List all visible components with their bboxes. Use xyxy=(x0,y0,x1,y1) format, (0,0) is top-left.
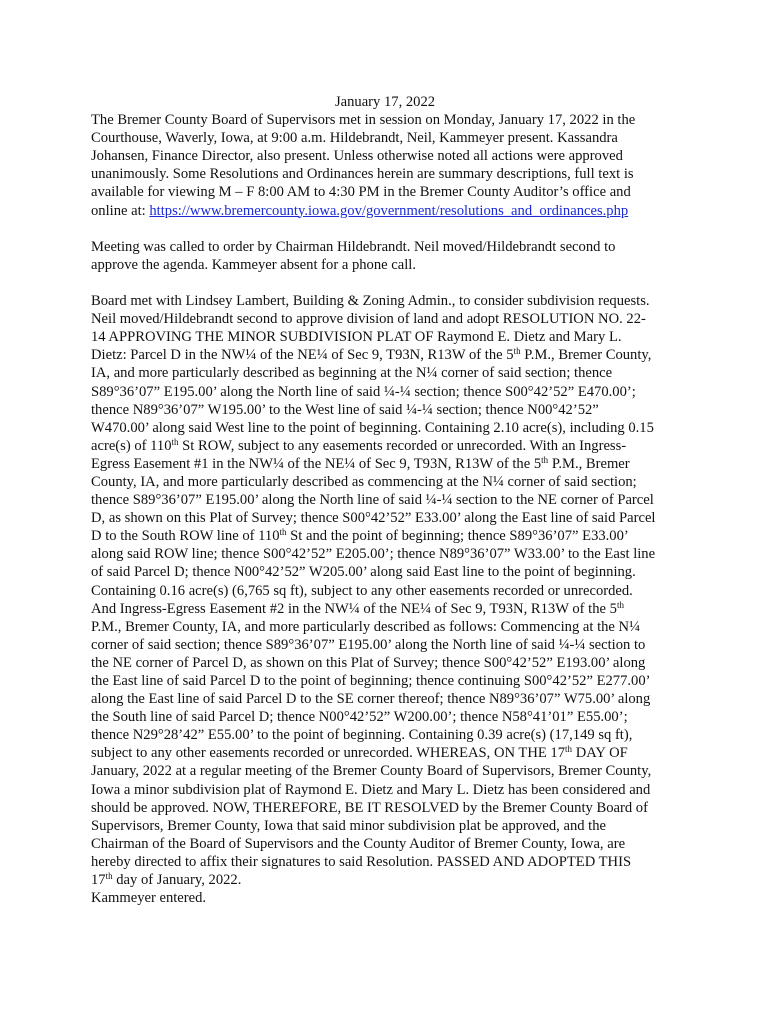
text-line: S89°36’07” E195.00’ along the North line of said ¼-¼ section; thence S00°42’52” E470.00’; xyxy=(91,383,636,400)
text-line: of said Parcel D; thence N00°42’52” W205.00’ along said East line to the point of beginning. xyxy=(91,564,636,581)
line-text: P.M., Bremer County, xyxy=(520,347,652,364)
text-line: the NE corner of Parcel D, as shown on this Plat of Survey; thence S00°42’52” E193.00’ along xyxy=(91,654,646,671)
text-line: W470.00’ along said West line to the point of beginning. Containing 2.10 acre(s), including 0.15 xyxy=(91,419,654,436)
date-heading: January 17, 2022 xyxy=(334,94,436,110)
line-text: St ROW, subject to any easements recorded or unrecorded. With an Ingress- xyxy=(178,437,627,454)
text-line: P.M., Bremer County, IA, and more particularly described as follows: Commencing at the N¼ xyxy=(91,618,641,635)
ordinal-suffix: th xyxy=(105,871,113,882)
link-prefix: online at: xyxy=(91,202,150,219)
text-line: IA, and more particularly described as beginning at the N¼ corner of said section; thence xyxy=(91,365,613,382)
ordinal-suffix: th xyxy=(541,454,549,465)
paragraph-resolution-22-14 xyxy=(91,292,691,907)
text-line: Iowa a minor subdivision plat of Raymond E. Dietz and Mary L. Dietz has been considered and xyxy=(91,781,651,798)
text-line: the East line of said Parcel D to the point of beginning; thence continuing S00°42’52” E277.00’ xyxy=(91,673,651,689)
text-line xyxy=(91,346,691,364)
paragraph-gap xyxy=(91,220,691,238)
text-line: Chairman of the Board of Supervisors and the County Auditor of Bremer County, Iowa, are xyxy=(91,835,626,852)
text-line: D, as shown on this Plat of Survey; thence S00°42’52” E33.00’ along the East line of said Parcel xyxy=(91,510,656,527)
ordinal-suffix: th xyxy=(616,599,624,610)
line-text: 17 xyxy=(91,872,106,889)
text-line: Board met with Lindsey Lambert, Building & Zoning Admin., to consider subdivision requests. xyxy=(91,293,650,310)
text-line: County, IA, and more particularly described as commencing at the N¼ corner of said section; xyxy=(91,473,637,490)
text-line: Neil moved/Hildebrandt second to approve division of land and adopt RESOLUTION NO. 22- xyxy=(91,311,646,328)
text-line: along said ROW line; thence S00°42’52” E205.00’; thence N89°36’07” W33.00’ to the East line xyxy=(91,546,656,563)
text-line-with-link xyxy=(91,202,691,220)
line-text: P.M., Bremer xyxy=(548,455,630,472)
text-line xyxy=(91,455,691,473)
text-line: January, 2022 at a regular meeting of the Bremer County Board of Supervisors, Bremer County, xyxy=(91,763,652,780)
text-line: Supervisors, Bremer County, Iowa that said minor subdivision plat be approved, and the xyxy=(91,817,607,834)
text-line: available for viewing M – F 8:00 AM to 4:30 PM in the Bremer County Auditor’s office and xyxy=(91,184,631,201)
ordinal-suffix: th xyxy=(565,744,573,755)
line-text: St and the point of beginning; thence S89°36’07” E33.00’ xyxy=(286,528,629,545)
text-line xyxy=(91,600,691,618)
minutes-document xyxy=(91,93,691,907)
text-line: hereby directed to affix their signatures to said Resolution. PASSED AND ADOPTED THIS xyxy=(91,853,632,870)
text-line xyxy=(91,871,691,889)
text-line: along the East line of said Parcel D to the SE corner thereof; thence N89°36’07” W75.00’ along xyxy=(91,691,651,708)
line-text: acre(s) of 110 xyxy=(91,437,172,454)
text-line: Meeting was called to order by Chairman Hildebrandt. Neil moved/Hildebrandt second to xyxy=(91,238,616,255)
text-line: corner of said section; thence S89°36’07” E195.00’ along the North line of said ¼-¼ section to xyxy=(91,636,646,653)
text-line: approve the agenda. Kammeyer absent for a phone call. xyxy=(91,256,416,273)
ordinal-suffix: th xyxy=(279,527,287,538)
text-line: thence S89°36’07” E195.00’ along the North line of said ¼-¼ section to the NE corner of Parcel xyxy=(91,492,654,509)
text-line: 14 APPROVING THE MINOR SUBDIVISION PLAT OF Raymond E. Dietz and Mary L. xyxy=(91,329,622,346)
text-line: thence N29°28’42” E55.00’ to the point of beginning. Containing 0.39 acre(s) (17,149 sq ft), xyxy=(91,727,633,744)
text-line xyxy=(91,437,691,455)
resolutions-link[interactable]: https://www.bremercounty.iowa.gov/government/resolutions_and_ordinances.php xyxy=(149,202,629,219)
line-text: day of January, 2022. xyxy=(112,872,242,889)
line-text: Dietz: Parcel D in the NW¼ of the NE¼ of Sec 9, T93N, R13W of the 5 xyxy=(91,347,514,364)
paragraph-session-intro xyxy=(91,111,691,220)
ordinal-suffix: th xyxy=(513,346,521,357)
text-line: The Bremer County Board of Supervisors met in session on Monday, January 17, 2022 in the xyxy=(91,112,636,129)
line-text: subject to any other easements recorded or unrecorded. WHEREAS, ON THE 17 xyxy=(91,745,566,762)
text-line: thence N89°36’07” W195.00’ to the West line of said ¼-¼ section; thence N00°42’52” xyxy=(91,401,599,418)
paragraph-call-to-order xyxy=(91,238,691,274)
line-text: D to the South ROW line of 110 xyxy=(91,528,280,545)
paragraph-gap xyxy=(91,274,691,292)
text-line: unanimously. Some Resolutions and Ordinances herein are summary descriptions, full text is xyxy=(91,166,634,183)
line-text: DAY OF xyxy=(572,745,628,762)
line-text: Egress Easement #1 in the NW¼ of the NE¼ of Sec 9, T93N, R13W of the 5 xyxy=(91,455,542,472)
line-text: And Ingress-Egress Easement #2 in the NW¼ of the NE¼ of Sec 9, T93N, R13W of the 5 xyxy=(91,600,617,617)
text-line: Courthouse, Waverly, Iowa, at 9:00 a.m. Hildebrandt, Neil, Kammeyer present. Kassandra xyxy=(91,130,618,147)
text-line: should be approved. NOW, THEREFORE, BE IT RESOLVED by the Bremer County Board of xyxy=(91,799,648,816)
text-line: Johansen, Finance Director, also present. Unless otherwise noted all actions were approved xyxy=(91,148,623,165)
text-line: Containing 0.16 acre(s) (6,765 sq ft), subject to any other easements recorded or unrecorded. xyxy=(91,582,633,599)
text-line xyxy=(91,527,691,545)
text-line xyxy=(91,744,691,762)
ordinal-suffix: th xyxy=(171,436,179,447)
text-line: Kammeyer entered. xyxy=(91,890,207,907)
text-line: the South line of said Parcel D; thence N00°42’52” W200.00’; thence N58°41’01” E55.00’; xyxy=(91,709,628,726)
